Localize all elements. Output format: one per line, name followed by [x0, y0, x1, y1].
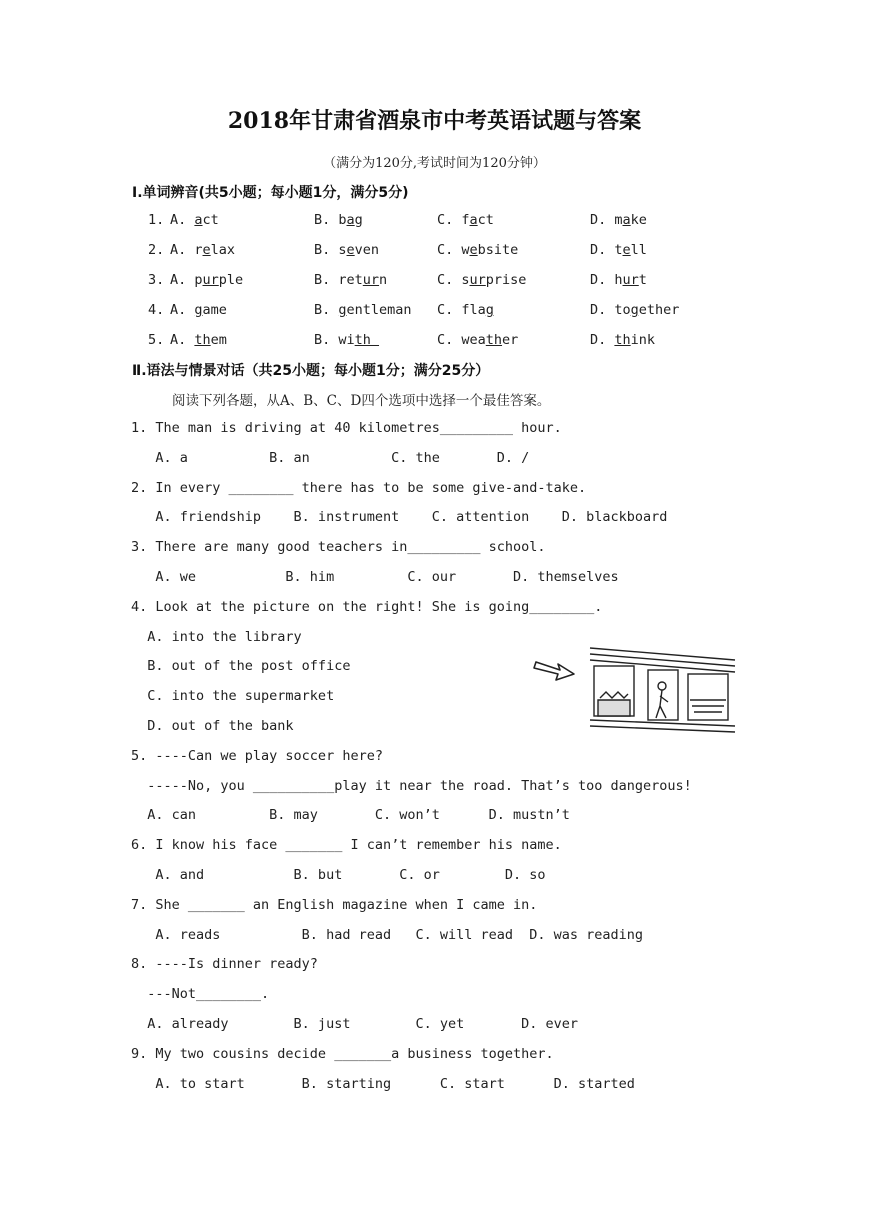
option-a: A. purple	[170, 272, 244, 288]
question-line: 9. My two cousins decide _______a business together.	[131, 1045, 554, 1062]
question-line: 3. There are many good teachers in_________ school.	[131, 539, 546, 556]
question-line: 5. ----Can we play soccer here?	[131, 747, 383, 764]
exam-subtitle: （满分为120分,考试时间为120分钟）	[323, 156, 546, 171]
question-line: 7. She _______ an English magazine when I came in.	[131, 896, 538, 913]
question-line: D. out of the bank	[131, 718, 294, 734]
question-number: 3.	[148, 272, 165, 288]
question-line: 1. The man is driving at 40 kilometres_________ hour.	[131, 420, 562, 436]
option-c: C. surprise	[437, 272, 527, 288]
page-title: 2018年甘肃省酒泉市中考英语试题与答案	[227, 108, 642, 134]
section2-heading: Ⅱ.语法与情景对话（共25小题；每小题1分；满分25分）	[132, 363, 490, 379]
question-line: 6. I know his face _______ I can’t remember his name.	[131, 837, 562, 854]
question-line: A. into the library	[131, 628, 302, 645]
question-number: 2.	[148, 242, 165, 258]
question-line: A. already B. just C. yet D. ever	[131, 1016, 579, 1032]
option-b: B. bag	[314, 212, 363, 228]
question-number: 4.	[148, 302, 165, 318]
option-d: D. tell	[590, 242, 647, 258]
arrow-icon	[534, 662, 574, 680]
option-a: A. them	[170, 332, 227, 348]
option-b: B. with	[314, 332, 380, 348]
question-number: 5.	[148, 332, 165, 348]
section2-instruction: 阅读下列各题，从A、B、C、D四个选项中选择一个最佳答案。	[172, 393, 551, 409]
option-d: D. make	[590, 212, 647, 228]
question-line: A. to start B. starting C. start D. started	[131, 1075, 635, 1092]
option-b: B. gentleman	[314, 302, 412, 318]
option-c: C. weather	[437, 332, 519, 348]
question-number: 1.	[148, 212, 165, 228]
question-line: A. friendship B. instrument C. attention D. blackboard	[131, 509, 668, 526]
question-line: 8. ----Is dinner ready?	[131, 956, 318, 973]
question-line: -----No, you __________play it near the road. That’s too dangerous!	[131, 777, 692, 794]
question-line: A. a B. an C. the D. /	[131, 449, 530, 466]
question-line: B. out of the post office	[131, 658, 351, 675]
option-b: B. seven	[314, 242, 380, 258]
question-line: ---Not________.	[131, 986, 270, 1003]
question-line: A. can B. may C. won’t D. mustn’t	[131, 807, 570, 824]
store-picture	[530, 640, 740, 735]
question-line: 2. In every ________ there has to be some give-and-take.	[131, 479, 587, 496]
question-line: 4. Look at the picture on the right! She is going________.	[131, 598, 603, 615]
storefront-illustration	[590, 648, 735, 732]
question-line: A. reads B. had read C. will read D. was reading	[131, 926, 644, 943]
option-c: C. website	[437, 242, 519, 258]
section1-heading: I.单词辨音(共5小题；每小题1分，满分5分)	[132, 185, 409, 201]
option-d: D. think	[590, 332, 656, 348]
option-a: A. game	[170, 302, 227, 318]
option-d: D. together	[590, 302, 680, 318]
option-c: C. fact	[437, 212, 494, 228]
option-a: A. relax	[170, 242, 236, 258]
question-line: A. we B. him C. our D. themselves	[131, 569, 619, 585]
option-b: B. return	[314, 272, 388, 288]
question-line: C. into the supermarket	[131, 688, 335, 705]
question-line: A. and B. but C. or D. so	[131, 867, 546, 883]
option-a: A. act	[170, 212, 219, 228]
option-d: D. hurt	[590, 272, 647, 288]
option-c: C. flag	[437, 302, 494, 318]
